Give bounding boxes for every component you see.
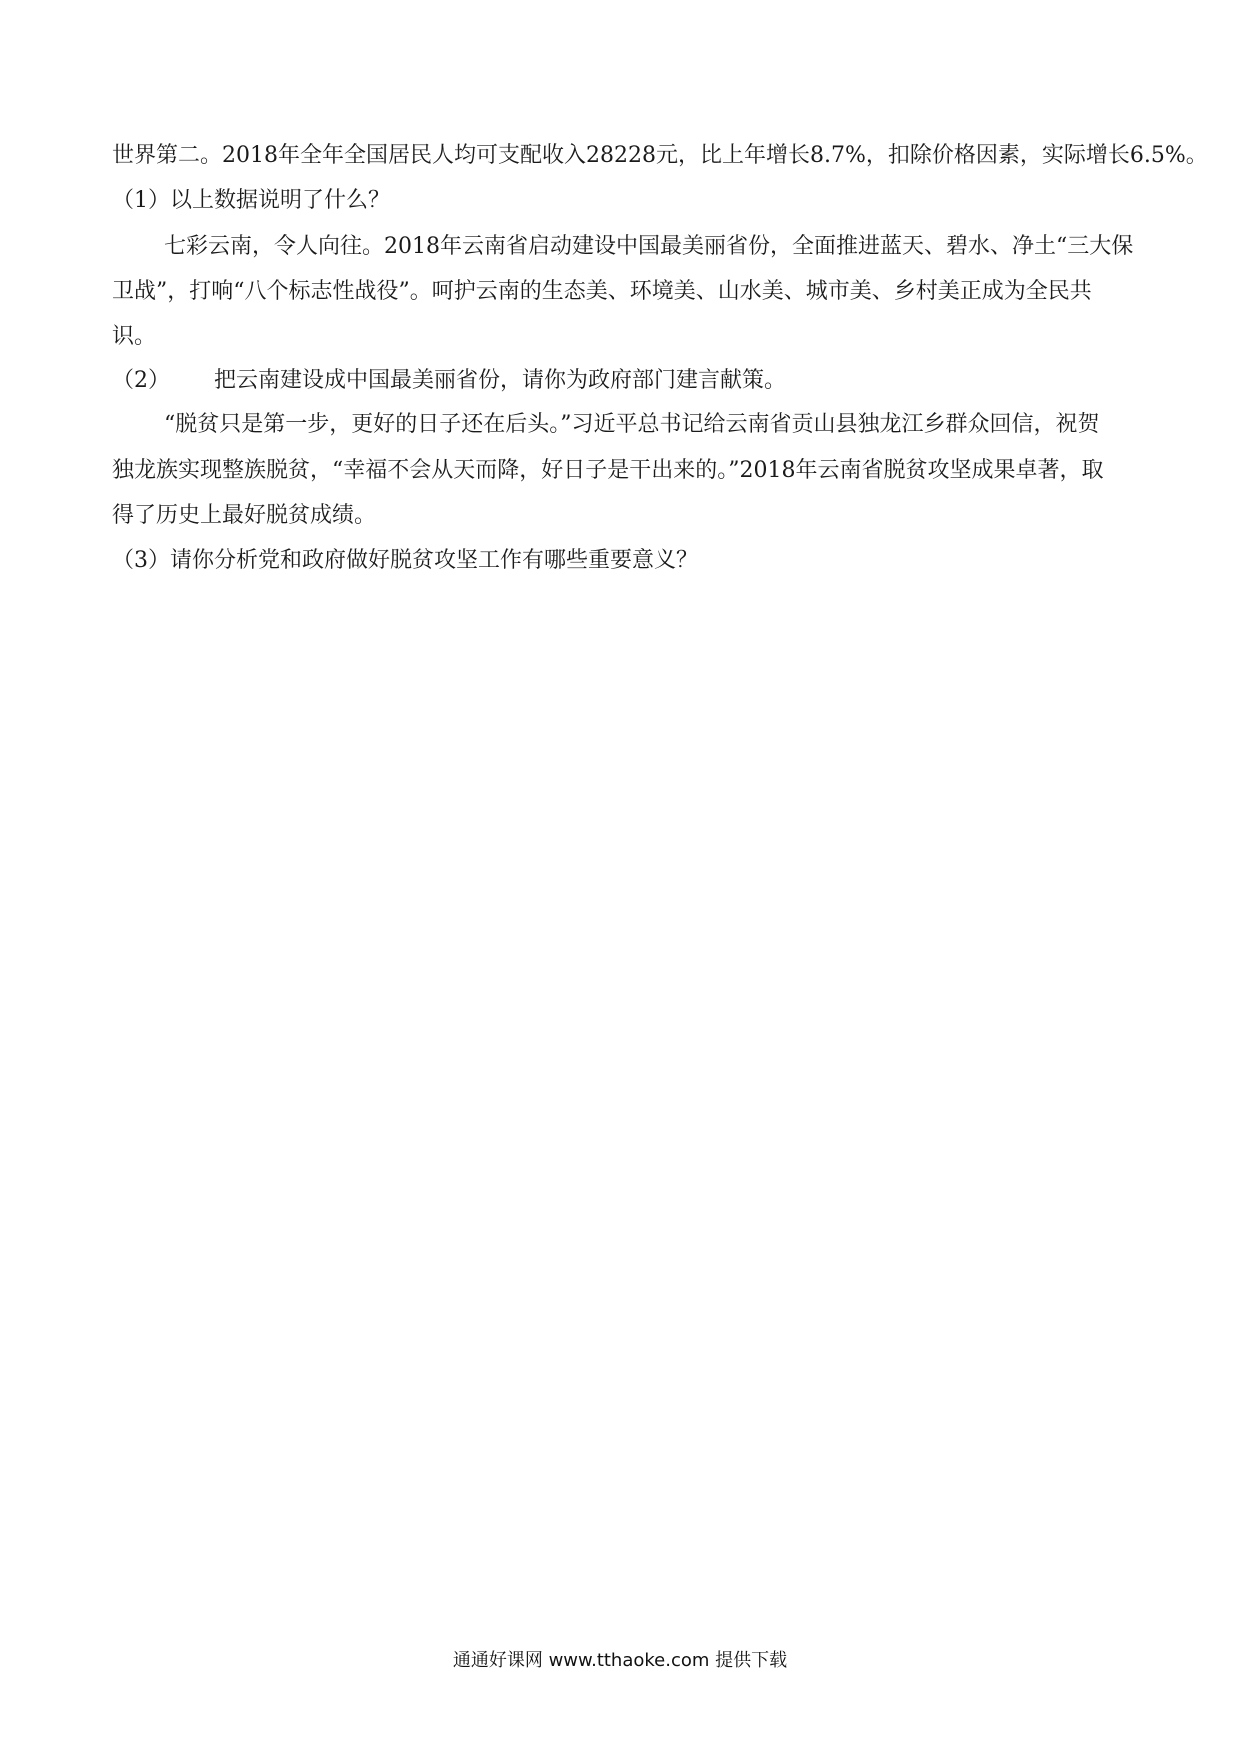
paragraph-line-6: 独龙族实现整族脱贫，“幸福不会从天而降，好日子是干出来的。”2018年云南省脱贫攻坚成果卓著，取 <box>112 458 1104 483</box>
paragraph-line-1: 世界第二。2018年全年全国居民人均可支配收入28228元，比上年增长8.7%，扣除价格因素，实际增长6.5%。 <box>112 143 1208 168</box>
question-1: （1）以上数据说明了什么？ <box>112 188 390 213</box>
paragraph-line-3: 卫战”，打响“八个标志性战役”。呵护云南的生态美、环境美、山水美、城市美、乡村美正成为全民共 <box>112 279 1092 304</box>
question-3: （3）请你分析党和政府做好脱贫攻坚工作有哪些重要意义？ <box>112 548 698 573</box>
question-2-number: （2） <box>112 368 170 393</box>
question-2-text: 把云南建设成中国最美丽省份，请你为政府部门建言献策。 <box>214 368 787 393</box>
question-2 <box>112 366 1132 396</box>
paragraph-line-4: 识。 <box>112 324 157 349</box>
paragraph-line-2: 七彩云南，令人向往。2018年云南省启动建设中国最美丽省份，全面推进蓝天、碧水、净土“三大保 <box>164 234 1134 259</box>
footer-text: 通通好课网 www.tthaoke.com 提供下载 <box>452 1650 788 1671</box>
paragraph-line-7: 得了历史上最好脱贫成绩。 <box>112 503 377 528</box>
paragraph-line-5: “脱贫只是第一步，更好的日子还在后头。”习近平总书记给云南省贡山县独龙江乡群众回信，祝贺 <box>164 412 1100 437</box>
